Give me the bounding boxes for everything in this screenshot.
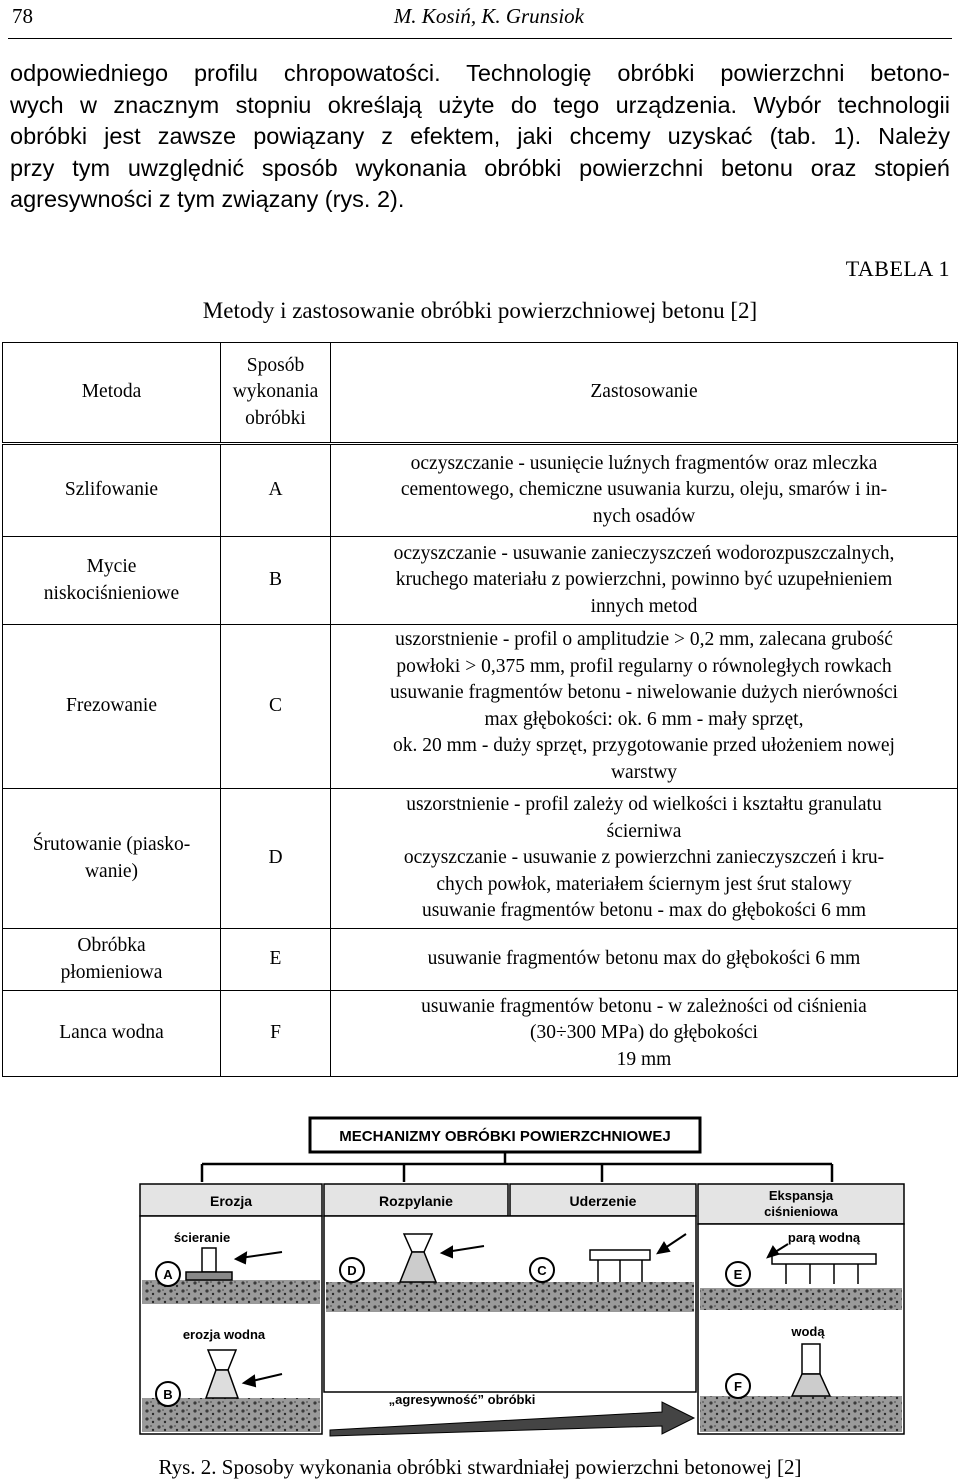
aggressiveness-label: „agresywność” obróbki	[388, 1392, 536, 1407]
methods-table	[2, 342, 958, 1077]
usage-cell	[331, 537, 958, 625]
paragraph-line: odpowiedniego profilu chropowatości. Technologię obróbki powierzchni betono-	[10, 60, 950, 86]
category-ekspansja: Ekspansja	[768, 1188, 834, 1203]
concrete-surface	[700, 1288, 902, 1310]
header-zastosowanie: Zastosowanie	[331, 343, 958, 444]
paragraph-line: przy tym uwzględnić sposób wykonania obróbki powierzchni betonu oraz stopień	[10, 154, 950, 181]
code-cell: A	[221, 444, 331, 537]
table-row	[3, 444, 958, 537]
usage-cell	[331, 789, 958, 929]
marker-b	[156, 1382, 180, 1406]
code-cell: D	[221, 789, 331, 929]
table-label: TABELA 1	[845, 256, 950, 281]
concrete-surface	[700, 1396, 902, 1432]
method-cell	[3, 929, 221, 991]
code-cell: B	[221, 537, 331, 625]
usage-cell	[331, 625, 958, 789]
usage-line: oczyszczanie - usuwanie zanieczyszczeń wodorozpuszczalnych,	[393, 542, 895, 564]
sublabel-woda: wodą	[791, 1324, 825, 1339]
body-paragraph	[10, 58, 950, 216]
code-cell: E	[221, 929, 331, 991]
method-text: Mycie niskociśnieniowe	[43, 556, 180, 604]
paragraph-line: wych w znacznym stopniu określają użyte do tego urządzenia. Wybór technologii	[10, 91, 950, 118]
page-header	[8, 0, 952, 39]
usage-line: kruchego materiału z powierzchni, powinno być uzupełnieniem	[395, 569, 893, 591]
table-row	[3, 929, 958, 991]
marker-c	[530, 1258, 554, 1282]
aggressiveness-arrow	[330, 1402, 694, 1436]
table-row	[3, 991, 958, 1077]
usage-line: warstwy	[610, 761, 678, 783]
figure-mechanisms	[132, 1112, 908, 1442]
method-cell: Lanca wodna	[3, 991, 221, 1077]
usage-line: cementowego, chemiczne usuwania kurzu, oleju, smarów i in-	[400, 479, 888, 501]
sublabel-erozja-wodna: erozja wodna	[182, 1327, 266, 1342]
sublabel-scieranie: ścieranie	[173, 1230, 231, 1245]
usage-line: usuwanie fragmentów betonu - max do głębokości 6 mm	[421, 900, 867, 922]
usage-line: ok. 20 mm - duży sprzęt, przygotowanie przed ułożeniem nowej	[393, 735, 895, 756]
method-cell	[3, 537, 221, 625]
usage-line: usuwanie fragmentów betonu - w zależności od ciśnienia	[421, 995, 867, 1017]
sublabel-para-wodna: parą wodną	[787, 1230, 861, 1245]
marker-e	[726, 1262, 750, 1286]
method-cell: Frezowanie	[3, 625, 221, 789]
category-erozja: Erozja	[209, 1193, 253, 1209]
method-cell	[3, 789, 221, 929]
concrete-surface	[326, 1282, 694, 1312]
usage-line: max głębokości: ok. 6 mm - mały sprzęt,	[484, 708, 804, 730]
paragraph-line: obróbki jest zawsze powiązany z efektem, jaki chcemy uzyskać (tab. 1). Należy	[10, 123, 950, 150]
usage-line: 19 mm	[616, 1048, 672, 1070]
usage-line: oczyszczanie - usunięcie luźnych fragmentów oraz mleczka	[410, 452, 878, 474]
usage-line: uszorstnienie - profil o amplitudzie > 0,2 mm, zalecana grubość	[395, 629, 893, 650]
svg-text:D: D	[347, 1263, 357, 1278]
category-rozpylanie: Rozpylanie	[379, 1193, 453, 1209]
method-text: Obróbka płomieniowa	[60, 935, 163, 983]
svg-text:A: A	[163, 1267, 173, 1282]
usage-line: oczyszczanie - usuwanie z powierzchni zanieczyszczeń i kru-	[403, 847, 885, 869]
usage-line: chych powłok, materiałem ściernym jest śrut stalowy	[436, 873, 852, 895]
code-cell: F	[221, 991, 331, 1077]
svg-text:C: C	[537, 1263, 547, 1278]
usage-cell	[331, 991, 958, 1077]
marker-f	[726, 1374, 750, 1398]
usage-cell	[331, 444, 958, 537]
figure-caption: Rys. 2. Sposoby wykonania obróbki stwardniałej powierzchni betonowej [2]	[158, 1455, 802, 1479]
header-sposob-text: Sposób wykonania obróbki	[232, 354, 319, 429]
usage-line: usuwanie fragmentów betonu - niwelowanie dużych nierówności	[390, 682, 898, 703]
header-metoda: Metoda	[3, 343, 221, 444]
table-header-row	[3, 343, 958, 444]
table-row	[3, 789, 958, 929]
svg-text:B: B	[163, 1387, 173, 1402]
table-caption: Metody i zastosowanie obróbki powierzchniowej betonu [2]	[202, 298, 758, 323]
marker-a	[156, 1262, 180, 1286]
usage-line: usuwanie fragmentów betonu max do głębokości 6 mm	[427, 948, 861, 970]
table-row	[3, 537, 958, 625]
method-cell: Szlifowanie	[3, 444, 221, 537]
svg-text:F: F	[734, 1379, 742, 1394]
running-head-authors: M. Kosiń, K. Grunsiok	[393, 4, 584, 28]
category-uderzenie: Uderzenie	[569, 1193, 637, 1209]
category-cisnieniowa: ciśnieniowa	[764, 1204, 838, 1219]
usage-line: ścierniwa	[606, 820, 682, 842]
marker-d	[340, 1258, 364, 1282]
usage-line: powłoki > 0,375 mm, profil regularny o równoległych rowkach	[396, 655, 892, 677]
mechanisms-diagram	[132, 1112, 908, 1442]
svg-text:E: E	[733, 1267, 743, 1282]
usage-cell	[331, 929, 958, 991]
paragraph-line: agresywności z tym związany (rys. 2).	[10, 186, 405, 213]
usage-line: (30÷300 MPa) do głębokości	[530, 1022, 758, 1044]
code-cell: C	[221, 625, 331, 789]
table-row	[3, 625, 958, 789]
usage-line: innych metod	[590, 595, 698, 617]
method-text: Śrutowanie (piasko-wanie)	[32, 834, 191, 882]
usage-line: nych osadów	[592, 505, 696, 527]
diagram-connectors	[202, 1152, 832, 1182]
header-sposob	[221, 343, 331, 444]
page-number: 78	[12, 4, 33, 28]
usage-line: uszorstnienie - profil zależy od wielkości i kształtu granulatu	[406, 794, 882, 816]
diagram-title: MECHANIZMY OBRÓBKI POWIERZCHNIOWEJ	[339, 1128, 671, 1145]
